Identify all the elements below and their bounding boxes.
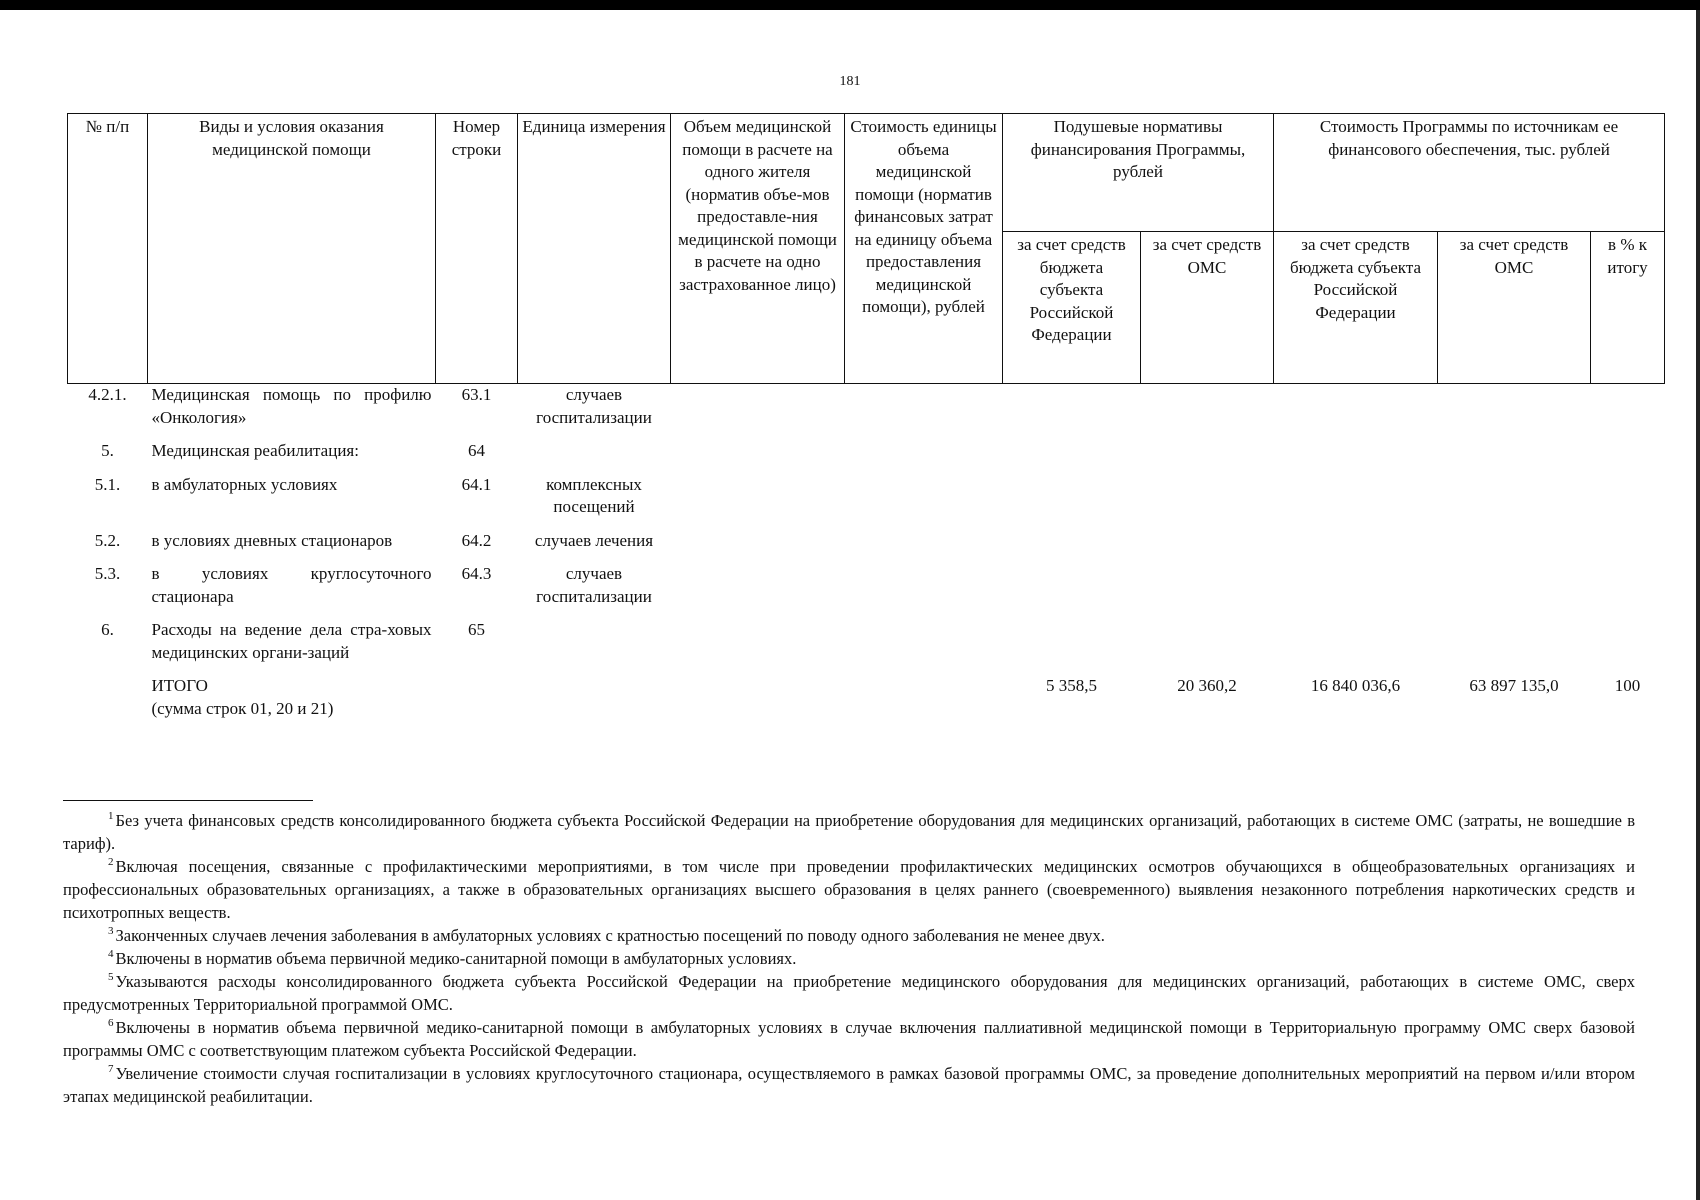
row-name: в условиях круглосуточного стационара — [151, 564, 432, 606]
total-program-percent: 100 — [1614, 676, 1641, 695]
footnote-text: Включены в норматив объема первичной медико-санитарной помощи в амбулаторных условиях в случае включения паллиативной медицинской помощи в Территориальную программу ОМС сверх базовой программы ОМС с соответствующим платежом субъекта Российской Федерации. — [63, 1018, 1635, 1060]
footnote — [63, 809, 1635, 855]
row-line-number: 64.3 — [461, 564, 492, 583]
row-unit — [518, 619, 671, 675]
total-per-capita-budget: 5 358,5 — [1046, 676, 1097, 695]
row-line-number: 65 — [468, 620, 485, 639]
footnote-separator — [63, 800, 313, 801]
row-name: в условиях дневных стационаров — [151, 530, 393, 550]
row-unit — [518, 440, 671, 474]
total-program-oms: 63 897 135,0 — [1469, 676, 1559, 695]
row-unit: случаев лечения — [534, 530, 654, 550]
page-number: 181 — [839, 74, 861, 89]
total-sublabel-text: (сумма строк 01, 20 и 21) — [151, 698, 334, 718]
footnote-text: Увеличение стоимости случая госпитализации в условиях круглосуточного стационара, осуществляемого в рамках базовой программы ОМС, за проведение дополнительных мероприятий на первом и/или втором этапах медицинской реабилитации. — [63, 1064, 1635, 1106]
header-program-cost: Стоимость Программы по источникам ее финансового обеспечения, тыс. рублей — [1274, 114, 1665, 232]
footnote — [63, 1062, 1635, 1108]
footnote-text: Указываются расходы консолидированного бюджета субъекта Российской Федерации на приобретение медицинского оборудования для медицинских организаций, работающих в системе ОМС, сверх предусмотренных Территориальной программой ОМС. — [63, 972, 1635, 1014]
footnote-mark: 6 — [108, 1017, 114, 1029]
scan-top-border — [0, 0, 1700, 10]
row-number: 5.2. — [94, 530, 121, 550]
footnote-text: Без учета финансовых средств консолидированного бюджета субъекта Российской Федерации на приобретение оборудования для медицинских организаций, работающих в системе ОМС (затраты, не вошедшие в тариф). — [63, 811, 1635, 853]
row-number: 4.2.1. — [88, 385, 127, 404]
footnote — [63, 947, 1635, 970]
row-line-number: 64.2 — [461, 530, 492, 550]
footnotes — [63, 800, 1635, 1108]
footnote-mark: 5 — [108, 971, 114, 983]
row-unit: случаев госпитализации — [536, 385, 652, 427]
header-program-budget: за счет средств бюджета субъекта Российской Федерации — [1274, 232, 1438, 384]
table-body — [68, 384, 1665, 732]
footnote — [63, 1016, 1635, 1062]
row-name: Расходы на ведение дела стра-ховых медицинских органи-заций — [151, 620, 432, 662]
header-per-capita-oms: за счет средств ОМС — [1141, 232, 1274, 384]
header-types: Виды и условия оказания медицинской помощи — [148, 114, 436, 384]
header-program-percent: в % к итогу — [1591, 232, 1665, 384]
footnote-mark: 2 — [108, 856, 114, 868]
footnote — [63, 970, 1635, 1016]
header-line-number: Номер строки — [436, 114, 518, 384]
table-header — [68, 114, 1665, 384]
footnote-mark: 7 — [108, 1063, 114, 1075]
table-row — [68, 563, 1665, 619]
header-program-oms: за счет средств ОМС — [1438, 232, 1591, 384]
header-unit-cost: Стоимость единицы объема медицинской помощи (норматив финансовых затрат на единицу объема предоставления медицинской помощи), рублей — [845, 114, 1003, 384]
row-line-number: 64.1 — [461, 474, 492, 494]
header-no: № п/п — [68, 114, 148, 384]
header-volume: Объем медицинской помощи в расчете на одного жителя (норматив объе-мов предоставле-ния медицинской помощи в расчете на одно застрахованное лицо) — [671, 114, 845, 384]
footnote-mark: 4 — [108, 948, 114, 960]
row-name: в амбулаторных условиях — [151, 474, 338, 494]
row-number: 5. — [101, 441, 114, 460]
table-row — [68, 530, 1665, 564]
footnote-mark: 3 — [108, 925, 114, 937]
footnote — [63, 924, 1635, 947]
table-row — [68, 384, 1665, 441]
header-unit: Единица измерения — [518, 114, 671, 384]
row-name: Медицинская помощь по профилю «Онкология» — [151, 385, 432, 427]
total-program-budget: 16 840 036,6 — [1310, 676, 1401, 695]
row-unit: комплексных посещений — [546, 474, 642, 516]
table-row-total — [68, 675, 1665, 731]
header-per-capita: Подушевые нормативы финансирования Программы, рублей — [1003, 114, 1274, 232]
row-line-number: 63.1 — [461, 385, 492, 404]
row-line-number: 64 — [468, 441, 485, 460]
footnote-text: Законченных случаев лечения заболевания в амбулаторных условиях с кратностью посещений по поводу одного заболевания не менее двух. — [115, 926, 1105, 945]
total-per-capita-oms: 20 360,2 — [1177, 676, 1237, 695]
row-unit: случаев госпитализации — [536, 564, 652, 606]
scan-right-border — [1696, 10, 1700, 1200]
footnote-text: Включая посещения, связанные с профилактическими мероприятиями, в том числе при проведении профилактических медицинских осмотров обучающихся в общеобразовательных организациях и профессиональных образовательных организациях, а также в образовательных организациях высшего образования в целях раннего (своевременного) выявления незаконного потребления наркотических средств и психотропных веществ. — [63, 857, 1635, 922]
footnote-text: Включены в норматив объема первичной медико-санитарной помощи в амбулаторных условиях. — [115, 949, 797, 968]
row-number: 5.1. — [94, 474, 121, 494]
total-label-text: ИТОГО — [151, 676, 208, 695]
row-number: 5.3. — [94, 564, 121, 583]
row-name: Медицинская реабилитация: — [151, 441, 359, 460]
header-per-capita-budget: за счет средств бюджета субъекта Российской Федерации — [1003, 232, 1141, 384]
table-row — [68, 440, 1665, 474]
row-number: 6. — [101, 620, 114, 639]
financing-table — [67, 113, 1665, 731]
table-row — [68, 474, 1665, 530]
financing-table-container — [67, 113, 1664, 731]
total-label — [148, 675, 436, 731]
table-row — [68, 619, 1665, 675]
footnote — [63, 855, 1635, 924]
footnote-mark: 1 — [108, 810, 114, 822]
